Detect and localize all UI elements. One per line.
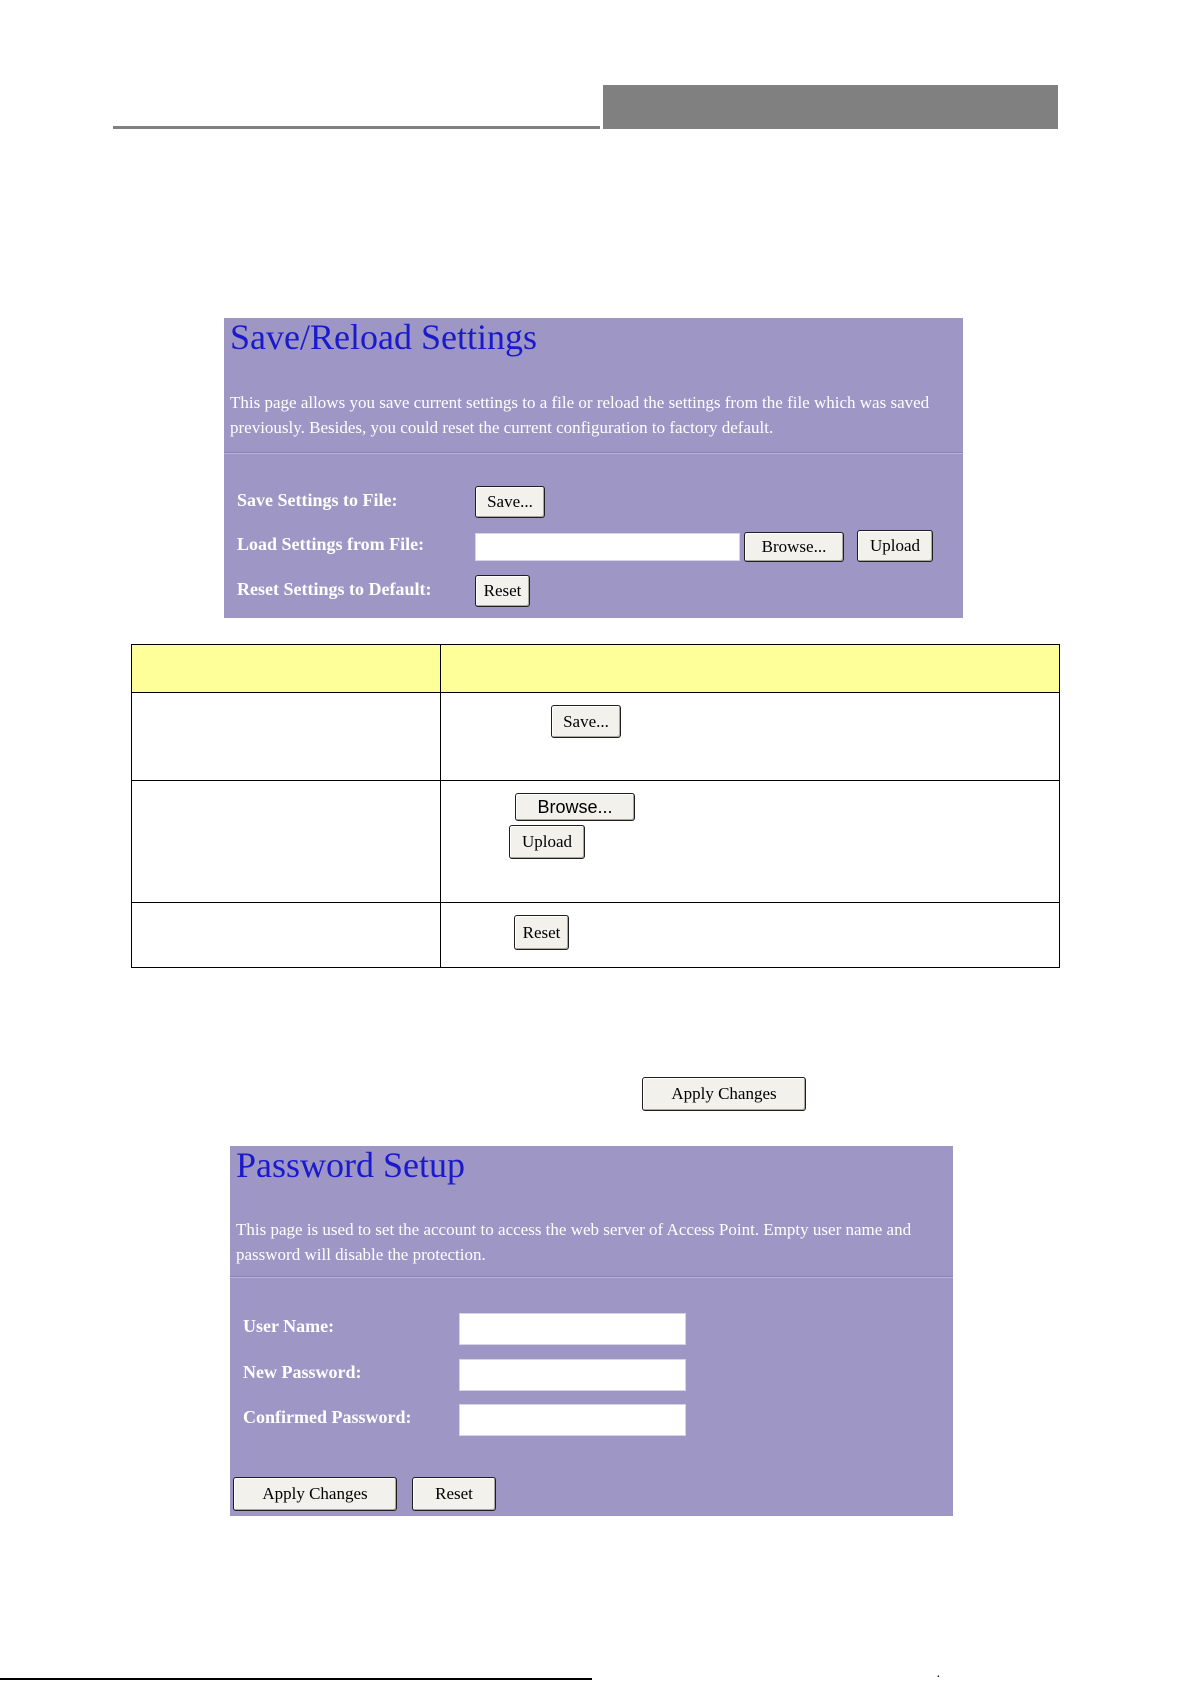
load-settings-label: Load Settings from File: — [237, 534, 425, 554]
upload-button[interactable]: Upload — [857, 530, 933, 562]
password-reset-button[interactable]: Reset — [412, 1477, 496, 1511]
reset-settings-label: Reset Settings to Default: — [237, 579, 432, 599]
settings-description-table — [131, 644, 1060, 968]
table-cell — [441, 903, 1060, 968]
table-header-row — [132, 645, 1060, 693]
reset-button[interactable]: Reset — [475, 575, 530, 607]
password-setup-separator — [230, 1276, 953, 1278]
save-button[interactable]: Save... — [475, 486, 545, 518]
table-reset-button: Reset — [514, 915, 569, 950]
table-cell — [132, 903, 441, 968]
table-header-cell — [441, 645, 1060, 693]
confirmed-password-label: Confirmed Password: — [243, 1407, 412, 1427]
table-header-cell — [132, 645, 441, 693]
confirmed-password-input[interactable] — [459, 1404, 686, 1436]
password-setup-title: Password Setup — [236, 1146, 466, 1185]
save-settings-label: Save Settings to File: — [237, 490, 398, 510]
user-name-input[interactable] — [459, 1313, 686, 1345]
password-setup-description: This page is used to set the account to access the web server of Access Point. Empty user name and password will disable the protection. — [236, 1220, 912, 1264]
footer-mark: · — [936, 1670, 941, 1685]
header-bar — [603, 85, 1058, 129]
apply-changes-button[interactable]: Apply Changes — [233, 1477, 397, 1511]
new-password-label: New Password: — [243, 1362, 362, 1382]
save-reload-separator — [224, 452, 963, 454]
table-save-button: Save... — [551, 705, 621, 738]
password-setup-panel — [230, 1146, 953, 1516]
table-cell — [132, 693, 441, 781]
table-cell — [132, 781, 441, 903]
save-reload-title: Save/Reload Settings — [230, 318, 537, 357]
table-cell — [441, 693, 1060, 781]
new-password-input[interactable] — [459, 1359, 686, 1391]
table-browse-button: Browse... — [515, 793, 635, 821]
load-file-input[interactable] — [475, 533, 740, 561]
browse-button[interactable]: Browse... — [744, 532, 844, 562]
save-reload-panel — [224, 318, 963, 618]
header-rule — [113, 126, 600, 129]
table-upload-button: Upload — [509, 825, 585, 859]
table-row — [132, 781, 1060, 903]
table-row — [132, 903, 1060, 968]
user-name-label: User Name: — [243, 1316, 335, 1336]
table-row — [132, 693, 1060, 781]
inline-apply-changes-button: Apply Changes — [642, 1077, 806, 1111]
footer-rule — [0, 1678, 592, 1680]
save-reload-description: This page allows you save current settings to a file or reload the settings from the file which was saved previously. Besides, you could reset the current configuration to factory default. — [230, 393, 930, 437]
table-cell — [441, 781, 1060, 903]
